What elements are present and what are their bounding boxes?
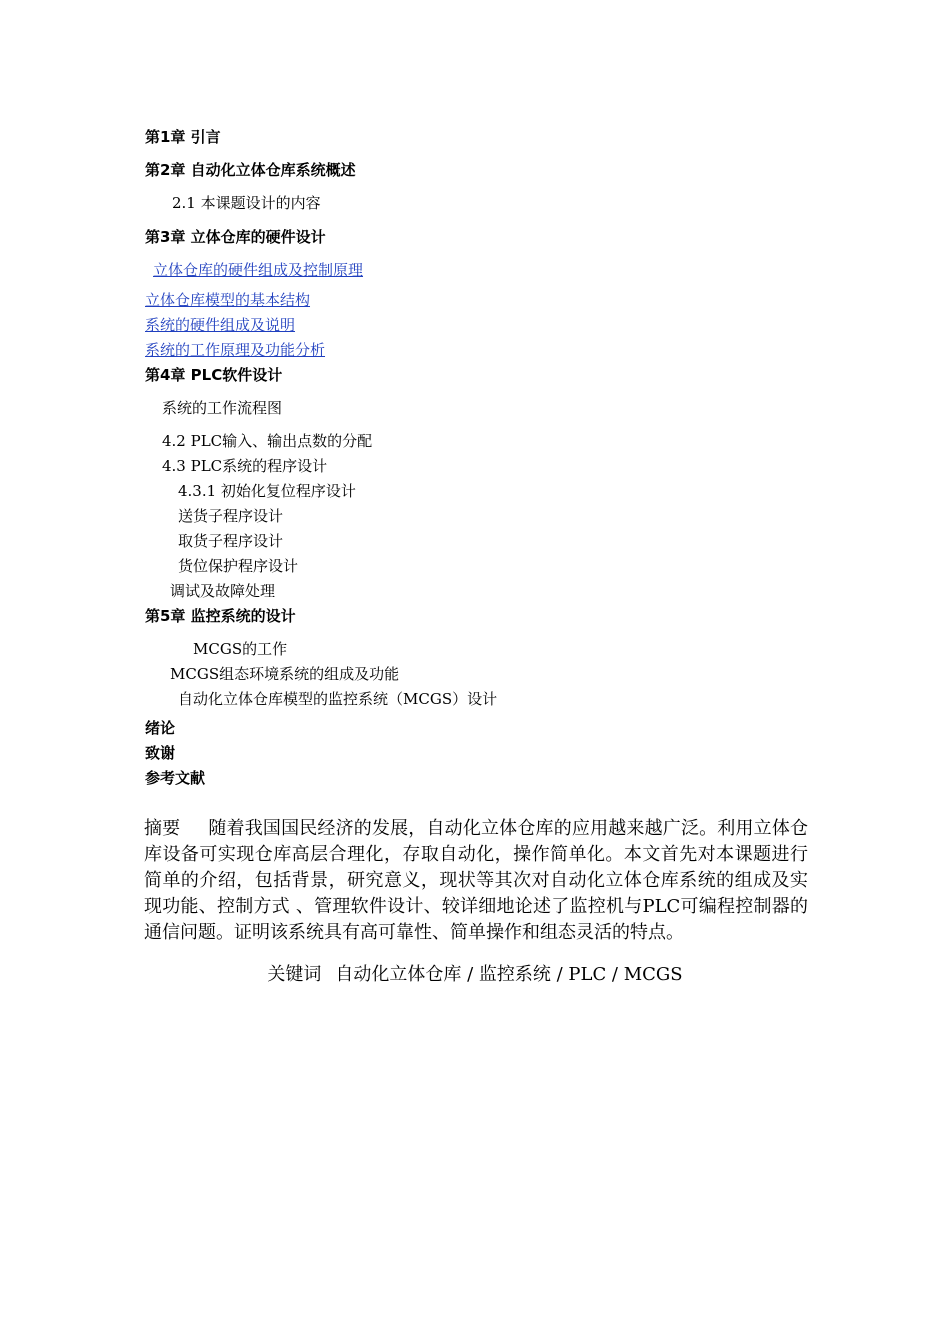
toc-section-4-3-1[interactable]: 4.3.1 初始化复位程序设计 xyxy=(178,482,356,500)
toc-conclusion[interactable]: 绪论 xyxy=(145,719,176,737)
toc-chapter-5[interactable]: 第5章 监控系统的设计 xyxy=(145,607,296,625)
toc-chapter-3[interactable]: 第3章 立体仓库的硬件设计 xyxy=(145,228,326,246)
toc-section-debugging[interactable]: 调试及故障处理 xyxy=(170,582,276,600)
toc-section-mcgs-design[interactable]: 自动化立体仓库模型的监控系统（MCGS）设计 xyxy=(178,690,498,708)
toc-chapter-4[interactable]: 第4章 PLC软件设计 xyxy=(145,366,283,384)
toc-section-slot-protection[interactable]: 货位保护程序设计 xyxy=(178,557,299,575)
toc-thanks[interactable]: 致谢 xyxy=(145,744,176,762)
keywords-line xyxy=(0,966,950,984)
toc-link-system-hardware[interactable]: 系统的硬件组成及说明 xyxy=(145,316,296,334)
toc-link-working-principle[interactable]: 系统的工作原理及功能分析 xyxy=(145,341,326,359)
keywords-text: 自动化立体仓库 / 监控系统 / PLC / MCGS xyxy=(335,964,683,985)
toc-link-model-structure[interactable]: 立体仓库模型的基本结构 xyxy=(145,291,311,309)
toc-section-mcgs-work[interactable]: MCGS的工作 xyxy=(193,640,288,658)
toc-section-4-2[interactable]: 4.2 PLC输入、输出点数的分配 xyxy=(162,432,373,450)
toc-section-2-1[interactable]: 2.1 本课题设计的内容 xyxy=(172,194,321,212)
keywords-label: 关键词 xyxy=(267,964,322,985)
toc-section-4-3[interactable]: 4.3 PLC系统的程序设计 xyxy=(162,457,328,475)
toc-chapter-1[interactable]: 第1章 引言 xyxy=(145,128,221,146)
toc-section-workflow[interactable]: 系统的工作流程图 xyxy=(162,399,283,417)
toc-chapter-2[interactable]: 第2章 自动化立体仓库系统概述 xyxy=(145,161,356,179)
toc-section-pickup[interactable]: 取货子程序设计 xyxy=(178,532,284,550)
toc-section-delivery[interactable]: 送货子程序设计 xyxy=(178,507,284,525)
abstract-label: 摘要 xyxy=(144,818,181,839)
abstract-paragraph xyxy=(144,816,808,946)
toc-link-hardware-composition[interactable]: 立体仓库的硬件组成及控制原理 xyxy=(153,261,364,279)
abstract-text: 随着我国国民经济的发展，自动化立体仓库的应用越来越广泛。利用立体仓库设备可实现仓库高层合理化，存取自动化，操作简单化。本文首先对本课题进行简单的介绍，包括背景，研究意义，现状等其次对自动化立体仓库系统的组成及实现功能、控制方式 、管理软件设计、较详细地论述了监控机与PLC可编程控制器的通信问题。证明该系统具有高可靠性、简单操作和组态灵活的特点。 xyxy=(144,818,809,943)
toc-section-mcgs-environment[interactable]: MCGS组态环境系统的组成及功能 xyxy=(170,665,400,683)
toc-references[interactable]: 参考文献 xyxy=(145,769,206,787)
